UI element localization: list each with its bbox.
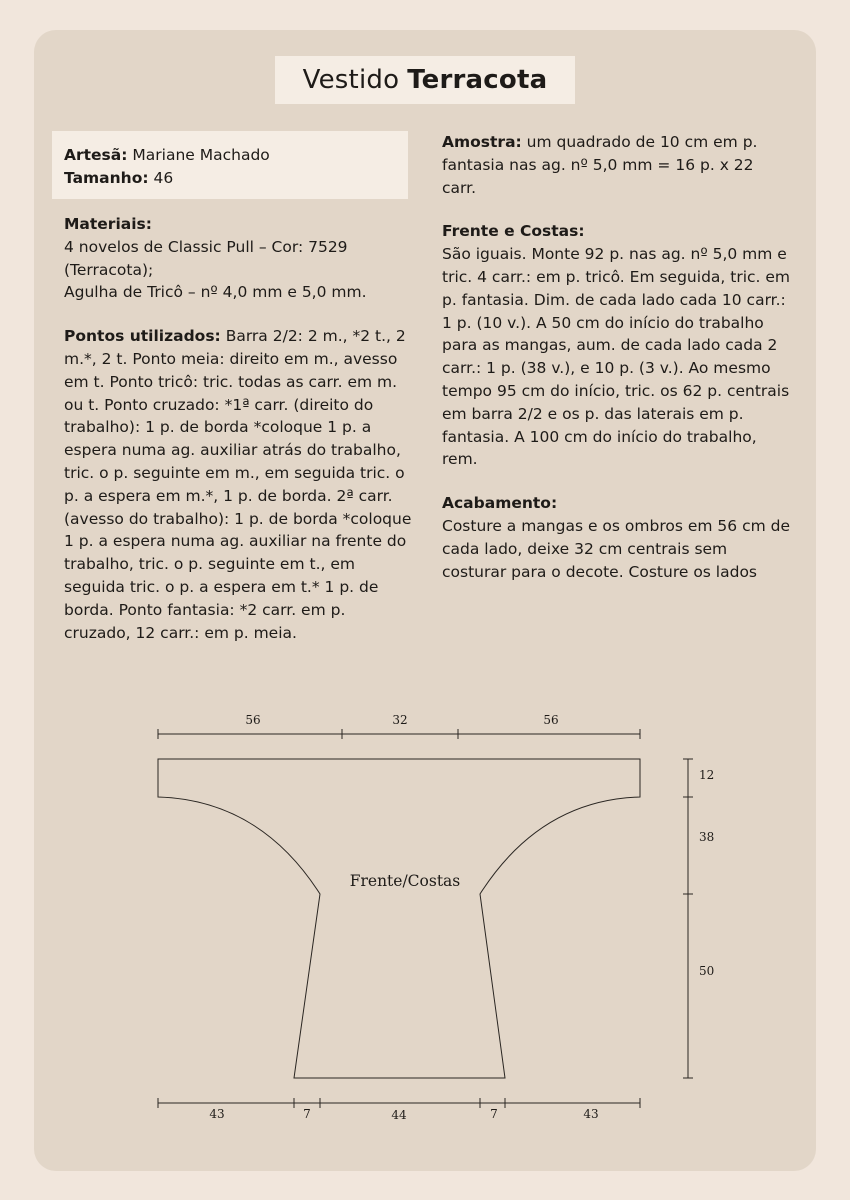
bottom-dim-4: 7: [490, 1107, 498, 1121]
bottom-dim-1: 43: [209, 1107, 225, 1121]
title-light: Vestido: [302, 65, 400, 95]
garment-outline: [158, 759, 640, 1078]
right-dim-top: 12: [699, 768, 715, 782]
gauge-heading: Amostra:: [442, 133, 522, 151]
bottom-dim-3: 44: [391, 1108, 407, 1122]
size-label: Tamanho:: [64, 169, 149, 187]
stitches-text: Barra 2/2: 2 m., *2 t., 2 m.*, 2 t. Ponto meia: direito em m., avesso em t. Ponto tricô: tric. todas as carr. em m. ou t. Ponto cruzado: *1ª carr. (direito do trabalho): 1 p. de borda *coloque 1 p. a espera numa ag. auxiliar atrás do trabalho, tric. o p. seguinte em m., em seguida tric. o p. a espera em m.*, 1 p. de borda. 2ª carr. (avesso do trabalho): 1 p. de borda *coloque 1 p. a espera numa ag. auxiliar na frente do trabalho, tric. o p. seguinte em t., em seguida tric. o p. a espera em t.* 1 p. de borda. Ponto fantasia: *2 carr. em p. cruzado, 12 carr.: em p. meia.: [64, 327, 412, 642]
right-dim-mid: 38: [699, 830, 715, 844]
front-back-heading: Frente e Costas:: [442, 222, 585, 241]
artisan-value: Mariane Machado: [132, 146, 270, 164]
top-dim-left: 56: [245, 713, 261, 727]
finishing-text: Costure a mangas e os ombros em 56 cm de cada lado, deixe 32 cm centrais sem costurar para o decote. Costure os lados: [442, 516, 790, 581]
bottom-dim-2: 7: [303, 1107, 311, 1121]
front-back-text: São iguais. Monte 92 p. nas ag. nº 5,0 mm e tric. 4 carr.: em p. tricô. Em seguida, tric. em p. fantasia. Dim. de cada lado cada 10 carr.: 1 p. (10 v.). A 50 cm do início do trabalho para as mangas, aum. de cada lado cada 2 carr.: 1 p. (38 v.), e 10 p. (3 v.). Ao mesmo tempo 95 cm do início, tric. os 62 p. centrais em barra 2/2 e os p. das laterais em p. fantasia. A 100 cm do início do trabalho, rem.: [442, 245, 791, 469]
size-value: 46: [153, 169, 174, 187]
materials-heading: Materiais:: [64, 215, 152, 233]
gauge-text: um quadrado de 10 cm em p. fantasia nas ag. nº 5,0 mm = 16 p. x 22 carr.: [442, 133, 758, 197]
finishing-heading: Acabamento:: [442, 494, 558, 513]
title-bold: Terracota: [407, 65, 548, 95]
top-dim-center: 32: [392, 713, 408, 727]
stitches-heading: Pontos utilizados:: [64, 327, 221, 346]
right-dim-bottom: 50: [699, 964, 715, 978]
top-dim-right: 56: [543, 713, 559, 727]
materials-line-1: 4 novelos de Classic Pull – Cor: 7529 (Terracota);: [64, 237, 348, 279]
materials-line-2: Agulha de Tricô – nº 4,0 mm e 5,0 mm.: [64, 283, 367, 302]
bottom-dim-5: 43: [583, 1107, 599, 1121]
artisan-label: Artesã:: [64, 146, 128, 164]
diagram-label: Frente/Costas: [349, 872, 461, 890]
